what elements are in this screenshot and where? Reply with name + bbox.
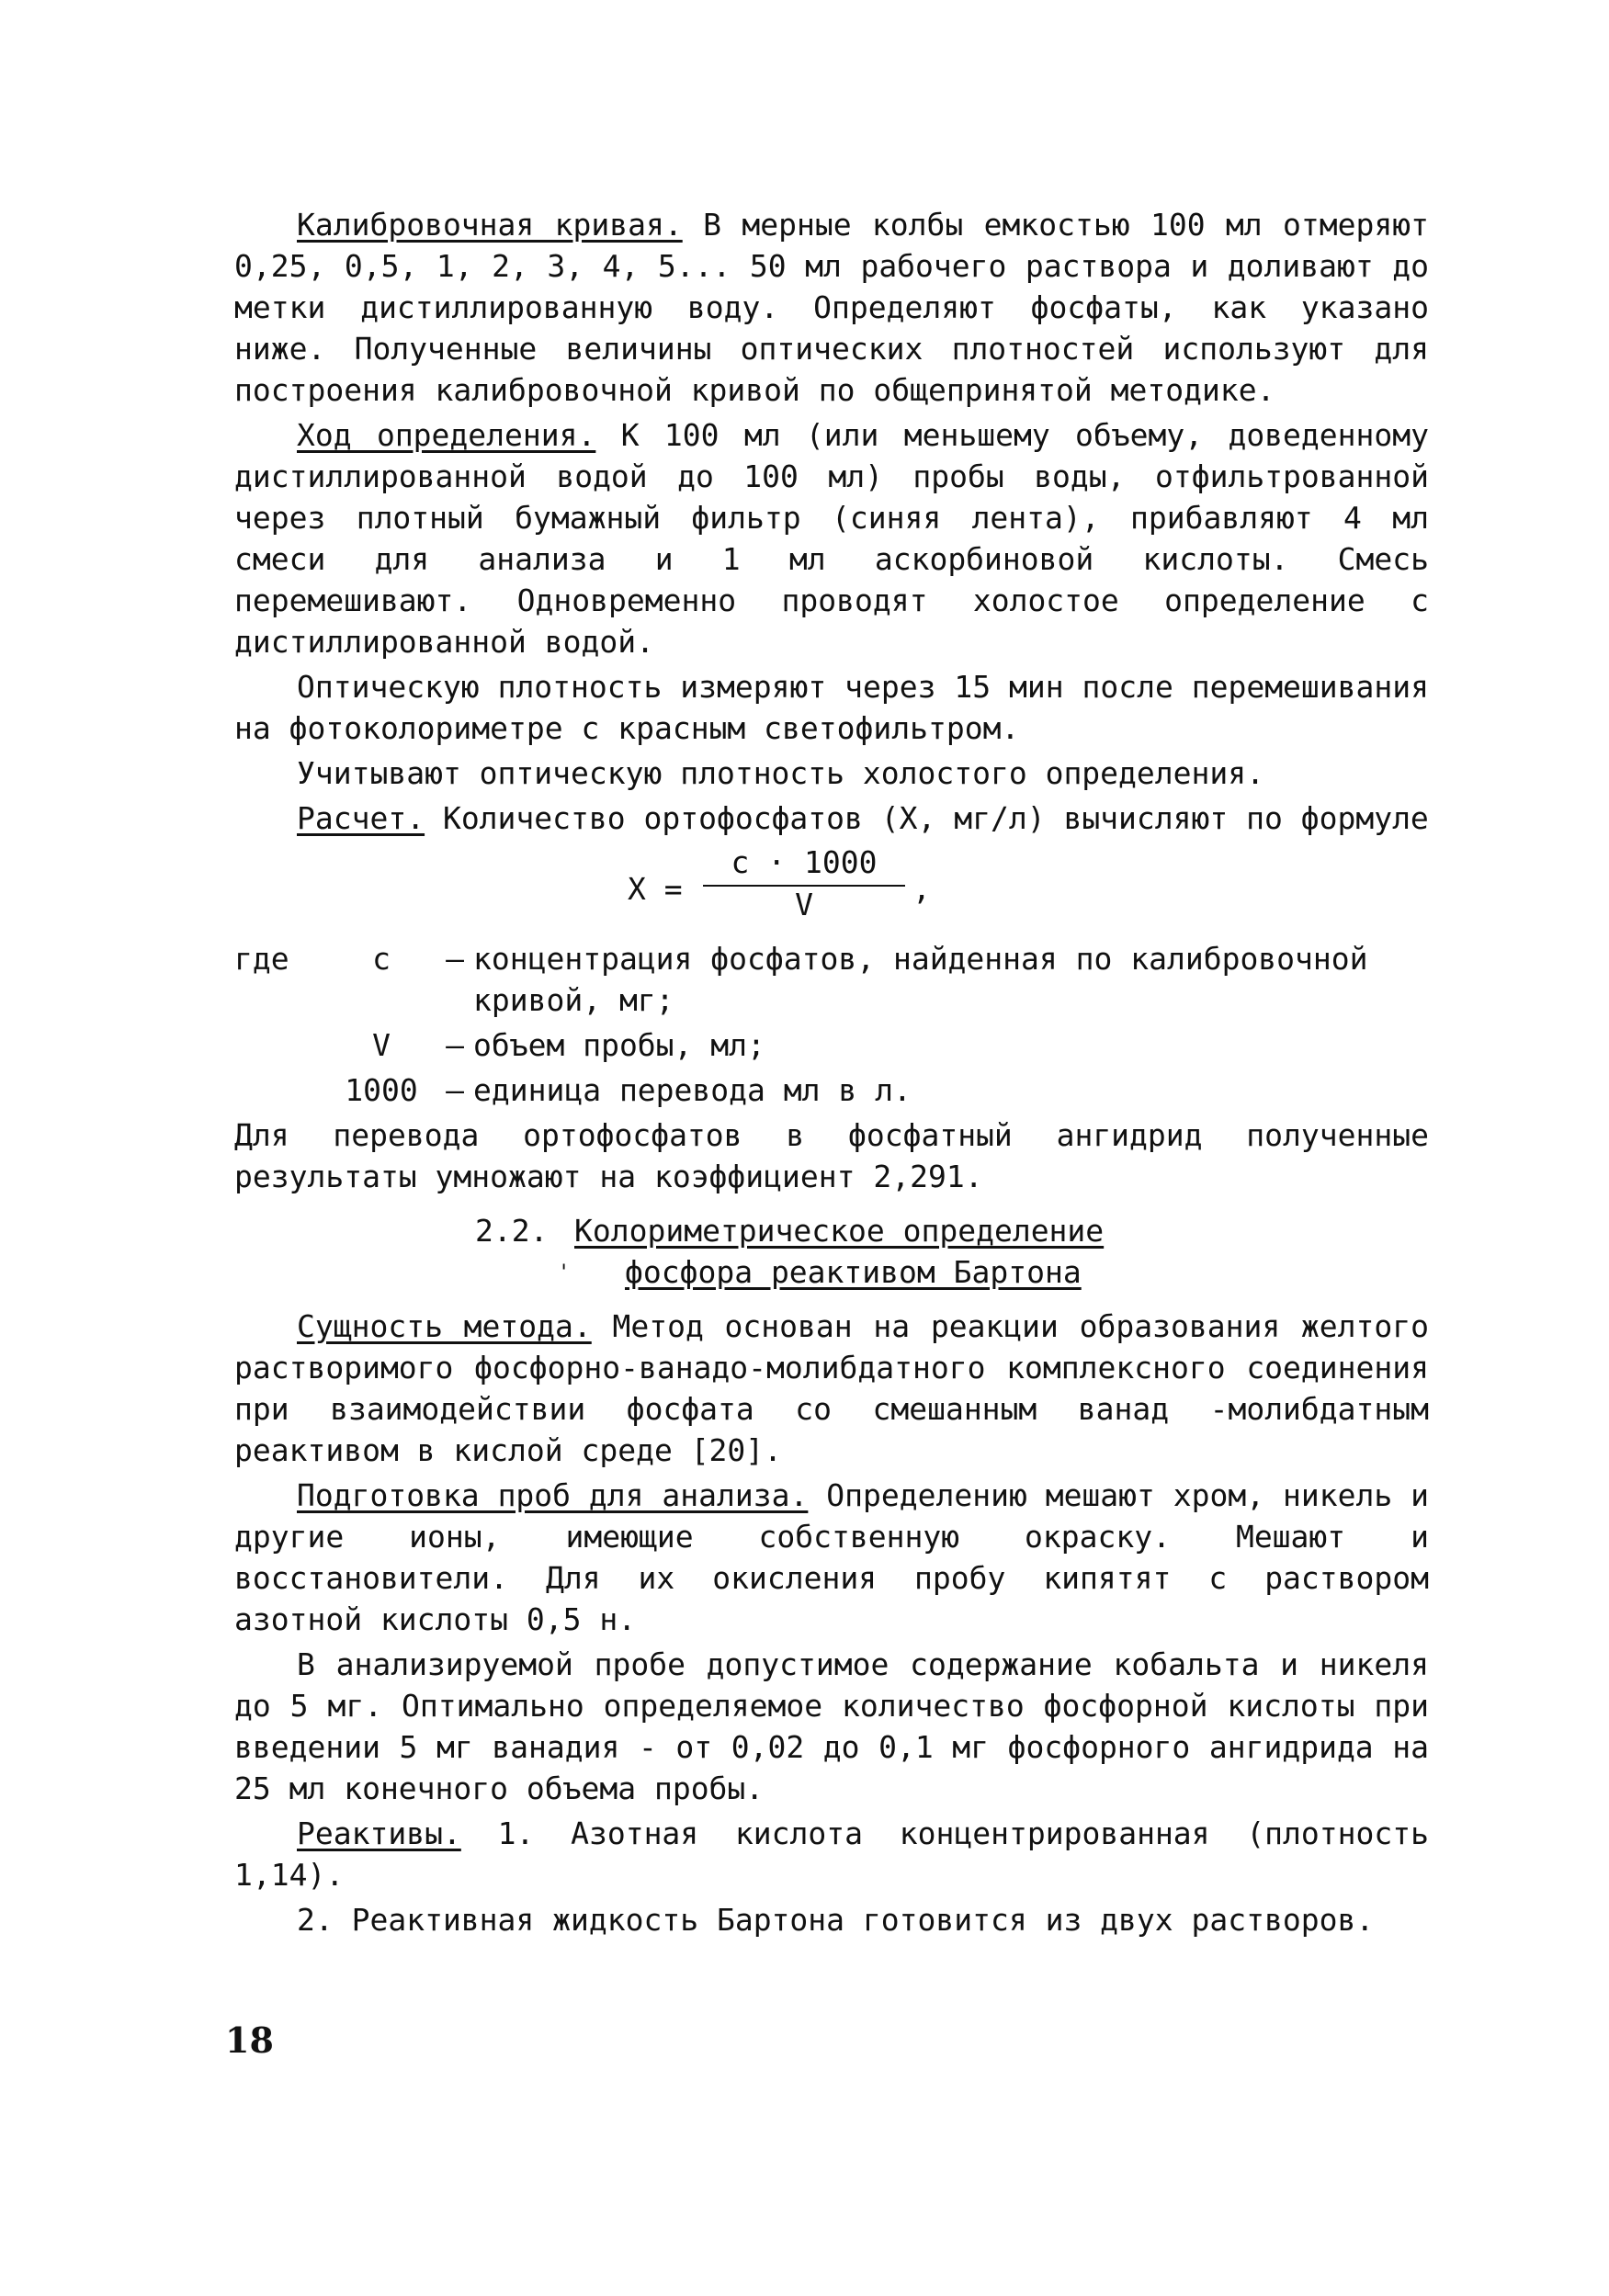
legend-symbol: 1000 [345, 1072, 418, 1108]
paragraph-procedure [234, 414, 1429, 662]
paragraph-calculation [234, 797, 1429, 839]
formula-trail: , [912, 871, 931, 907]
formula [234, 843, 1429, 931]
text-calculation: Количество ортофосфатов (X, мг/л) вычисляют по формуле [425, 800, 1429, 836]
legend-symbol: V [372, 1027, 391, 1063]
label-reagents: Реактивы. [297, 1815, 461, 1851]
paragraph-method-essence [234, 1306, 1429, 1471]
formula-numerator: c · 1000 [703, 843, 905, 887]
formula-fraction [703, 843, 905, 923]
legend-description: концентрация фосфатов, найденная по калибровочной кривой, мг; [473, 941, 1368, 1018]
formula-lhs: X = [628, 871, 683, 907]
legend-symbol: c [372, 941, 391, 977]
legend-where-word: где [234, 941, 289, 977]
legend-row [234, 1024, 1429, 1066]
paragraph-optical-density: Оптическую плотность измеряют через 15 мин после перемешивания на фотоколориметре с красным светофильтром. [234, 669, 1429, 746]
label-calibration-curve: Калибровочная кривая. [297, 207, 683, 243]
legend-description: единица перевода мл в л. [473, 1072, 912, 1108]
legend-row [234, 938, 1429, 1021]
paragraph-barton-liquid: 2. Реактивная жидкость Бартона готовится из двух растворов. [297, 1902, 1375, 1938]
document-page [234, 204, 1429, 1944]
label-procedure: Ход определения. [297, 417, 596, 453]
text-calibration-curve: В мерные колбы емкостью 100 мл отмеряют 0,25, 0,5, 1, 2, 3, 4, 5... 50 мл рабочего раствора и доливают до метки дистиллированную воду. Определяют фосфаты, как указано ниже. Полученные величины оптических плотностей используют для построения калибровочной кривой по общепринятой методике. [234, 207, 1429, 408]
legend-dash: – [446, 941, 464, 977]
legend-description: объем пробы, мл; [473, 1027, 765, 1063]
paragraph-reagents [234, 1813, 1429, 1895]
page-number: 18 [225, 2019, 274, 2061]
text-procedure: К 100 мл (или меньшему объему, доведенному дистиллированной водой до 100 мл) пробы воды, отфильтрованной через плотный бумажный фильтр (синяя лента), прибавляют 4 мл смеси для анализа и 1 мл аскорбиновой кислоты. Смесь перемешивают. Одновременно проводят холостое определение с дистиллированной водой. [234, 417, 1429, 660]
label-sample-prep: Подготовка проб для анализа. [297, 1477, 809, 1513]
paragraph-permissible-content: В анализируемой пробе допустимое содержание кобальта и никеля до 5 мг. Оптимально определяемое количество фосфорной кислоты при введении 5 мг ванадия - от 0,02 до 0,1 мг фосфорного ангидрида на 25 мл конечного объема пробы. [234, 1646, 1429, 1806]
label-method-essence: Сущность метода. [297, 1308, 592, 1344]
paragraph-calibration-curve [234, 204, 1429, 411]
legend-row [234, 1069, 1429, 1111]
formula-denominator: V [795, 887, 813, 922]
section-title-line1: Колориметрическое определение [574, 1213, 1105, 1249]
section-title-line2: фосфора реактивом Бартона [625, 1254, 1082, 1290]
legend-dash: – [446, 1027, 464, 1063]
paragraph-blank-correction: Учитывают оптическую плотность холостого определения. [297, 755, 1264, 791]
label-calculation: Расчет. [297, 800, 425, 836]
legend-dash: – [446, 1072, 464, 1108]
section-mark: ' [558, 1261, 571, 1284]
section-heading [234, 1210, 1429, 1296]
text-method-essence: Метод основан на реакции образования желтого растворимого фосфорно-ванадо-молибдатного комплексного соединения при взаимодействии фосфата со смешанным ванад -молибдатным реактивом в кислой среде [20]. [234, 1308, 1429, 1468]
paragraph-conversion: Для перевода ортофосфатов в фосфатный ангидрид полученные результаты умножают на коэффициент 2,291. [234, 1117, 1429, 1194]
section-number: 2.2. [475, 1213, 549, 1249]
paragraph-sample-prep [234, 1475, 1429, 1640]
text-reagents: 1. Азотная кислота концентрированная (плотность 1,14). [234, 1815, 1429, 1893]
text-sample-prep: Определению мешают хром, никель и другие ионы, имеющие собственную окраску. Мешают и восстановители. Для их окисления пробу кипятят с раствором азотной кислоты 0,5 н. [234, 1477, 1429, 1637]
